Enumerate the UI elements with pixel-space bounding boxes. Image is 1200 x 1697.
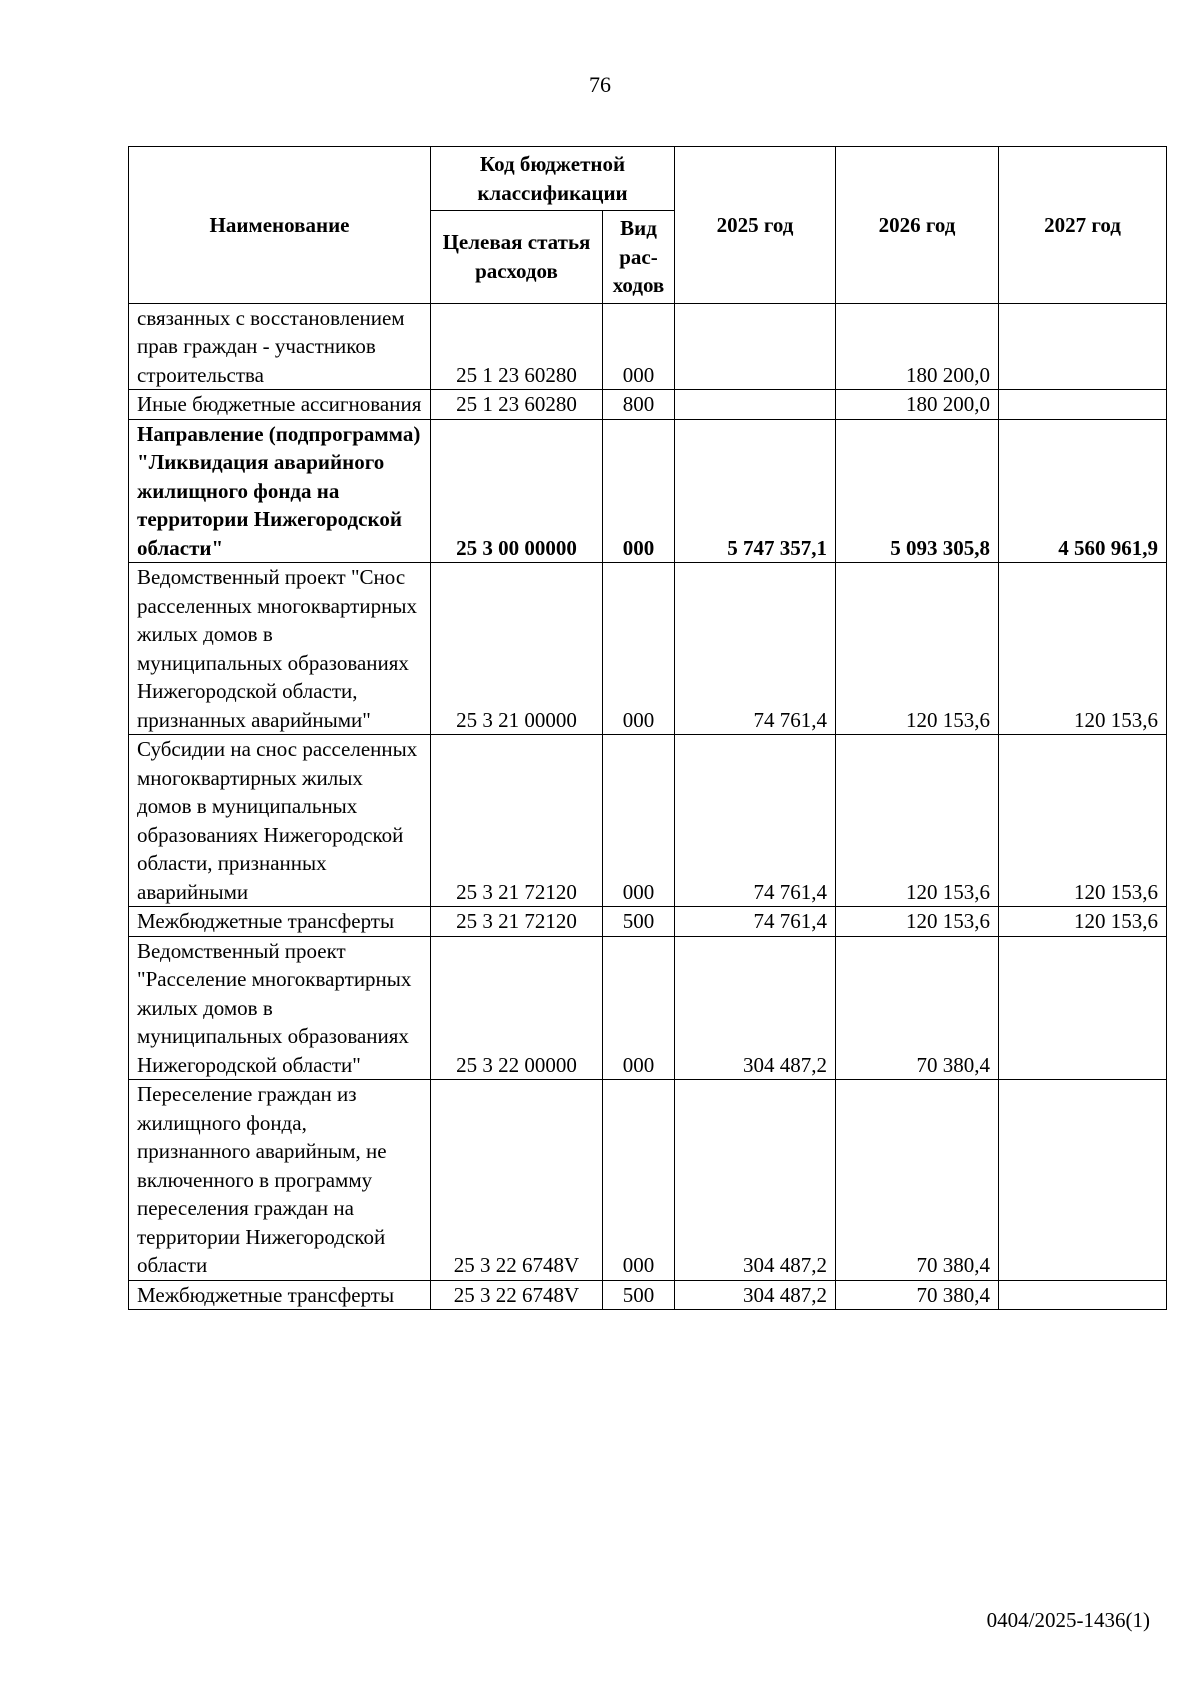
table-row	[129, 936, 1167, 1080]
table-row	[129, 390, 1167, 420]
row-name-cell: Иные бюджетные ассигнования	[129, 390, 431, 420]
row-target-code-cell: 25 3 22 00000	[431, 936, 603, 1080]
row-name-cell: связанных с восстановлением прав граждан - участников строительства	[129, 303, 431, 390]
row-2026-cell: 180 200,0	[836, 303, 999, 390]
row-expense-type-cell: 500	[603, 907, 675, 937]
table-row	[129, 1280, 1167, 1310]
row-2025-cell: 74 761,4	[675, 563, 836, 735]
row-2025-cell	[675, 303, 836, 390]
row-name-cell: Межбюджетные трансферты	[129, 1280, 431, 1310]
row-2027-cell	[999, 1080, 1167, 1281]
row-target-code-cell: 25 3 00 00000	[431, 419, 603, 563]
row-2026-cell: 70 380,4	[836, 936, 999, 1080]
row-2026-cell: 180 200,0	[836, 390, 999, 420]
row-target-code-cell: 25 3 22 6748V	[431, 1280, 603, 1310]
row-2025-cell: 5 747 357,1	[675, 419, 836, 563]
row-2025-cell: 304 487,2	[675, 1280, 836, 1310]
row-2026-cell: 5 093 305,8	[836, 419, 999, 563]
header-name: Наименование	[129, 147, 431, 304]
row-name-cell: Переселение граждан из жилищного фонда, признанного аварийным, не включенного в программу переселения граждан на территории Нижегородской области	[129, 1080, 431, 1281]
budget-table	[128, 146, 1167, 1310]
row-2027-cell	[999, 390, 1167, 420]
row-2026-cell: 120 153,6	[836, 907, 999, 937]
row-expense-type-cell: 000	[603, 303, 675, 390]
row-expense-type-cell: 000	[603, 1080, 675, 1281]
row-expense-type-cell: 000	[603, 936, 675, 1080]
row-2027-cell: 120 153,6	[999, 735, 1167, 907]
page-number: 76	[589, 72, 611, 97]
table-row	[129, 419, 1167, 563]
row-2026-cell: 70 380,4	[836, 1280, 999, 1310]
row-target-code-cell: 25 3 21 72120	[431, 735, 603, 907]
row-2027-cell: 120 153,6	[999, 907, 1167, 937]
row-expense-type-cell: 000	[603, 563, 675, 735]
row-2026-cell: 120 153,6	[836, 735, 999, 907]
row-2025-cell: 74 761,4	[675, 735, 836, 907]
row-target-code-cell: 25 1 23 60280	[431, 390, 603, 420]
header-code-group: Код бюджетной классификации	[431, 147, 675, 211]
row-2027-cell	[999, 936, 1167, 1080]
row-target-code-cell: 25 1 23 60280	[431, 303, 603, 390]
header-target-article: Целевая статья расходов	[431, 211, 603, 304]
header-expense-type: Вид рас-ходов	[603, 211, 675, 304]
row-2025-cell: 304 487,2	[675, 936, 836, 1080]
table-row	[129, 563, 1167, 735]
header-2026: 2026 год	[836, 147, 999, 304]
row-2027-cell: 120 153,6	[999, 563, 1167, 735]
row-2026-cell: 120 153,6	[836, 563, 999, 735]
row-2027-cell: 4 560 961,9	[999, 419, 1167, 563]
table-row	[129, 1080, 1167, 1281]
row-target-code-cell: 25 3 22 6748V	[431, 1080, 603, 1281]
row-2025-cell: 74 761,4	[675, 907, 836, 937]
row-target-code-cell: 25 3 21 72120	[431, 907, 603, 937]
row-name-cell: Направление (подпрограмма) "Ликвидация аварийного жилищного фонда на территории Нижегородской области"	[129, 419, 431, 563]
document-code: 0404/2025-1436(1)	[986, 1608, 1150, 1632]
table-row	[129, 907, 1167, 937]
row-name-cell: Субсидии на снос расселенных многоквартирных жилых домов в муниципальных образованиях Нижегородской области, признанных аварийными	[129, 735, 431, 907]
row-2027-cell	[999, 1280, 1167, 1310]
header-2027: 2027 год	[999, 147, 1167, 304]
row-name-cell: Ведомственный проект "Снос расселенных многоквартирных жилых домов в муниципальных образованиях Нижегородской области, признанных аварийными"	[129, 563, 431, 735]
row-name-cell: Межбюджетные трансферты	[129, 907, 431, 937]
row-expense-type-cell: 500	[603, 1280, 675, 1310]
row-2026-cell: 70 380,4	[836, 1080, 999, 1281]
header-2025: 2025 год	[675, 147, 836, 304]
row-expense-type-cell: 000	[603, 735, 675, 907]
row-expense-type-cell: 000	[603, 419, 675, 563]
row-name-cell: Ведомственный проект "Расселение многоквартирных жилых домов в муниципальных образованиях Нижегородской области"	[129, 936, 431, 1080]
row-expense-type-cell: 800	[603, 390, 675, 420]
row-2025-cell: 304 487,2	[675, 1080, 836, 1281]
row-2025-cell	[675, 390, 836, 420]
row-target-code-cell: 25 3 21 00000	[431, 563, 603, 735]
row-2027-cell	[999, 303, 1167, 390]
table-row	[129, 735, 1167, 907]
table-row	[129, 303, 1167, 390]
